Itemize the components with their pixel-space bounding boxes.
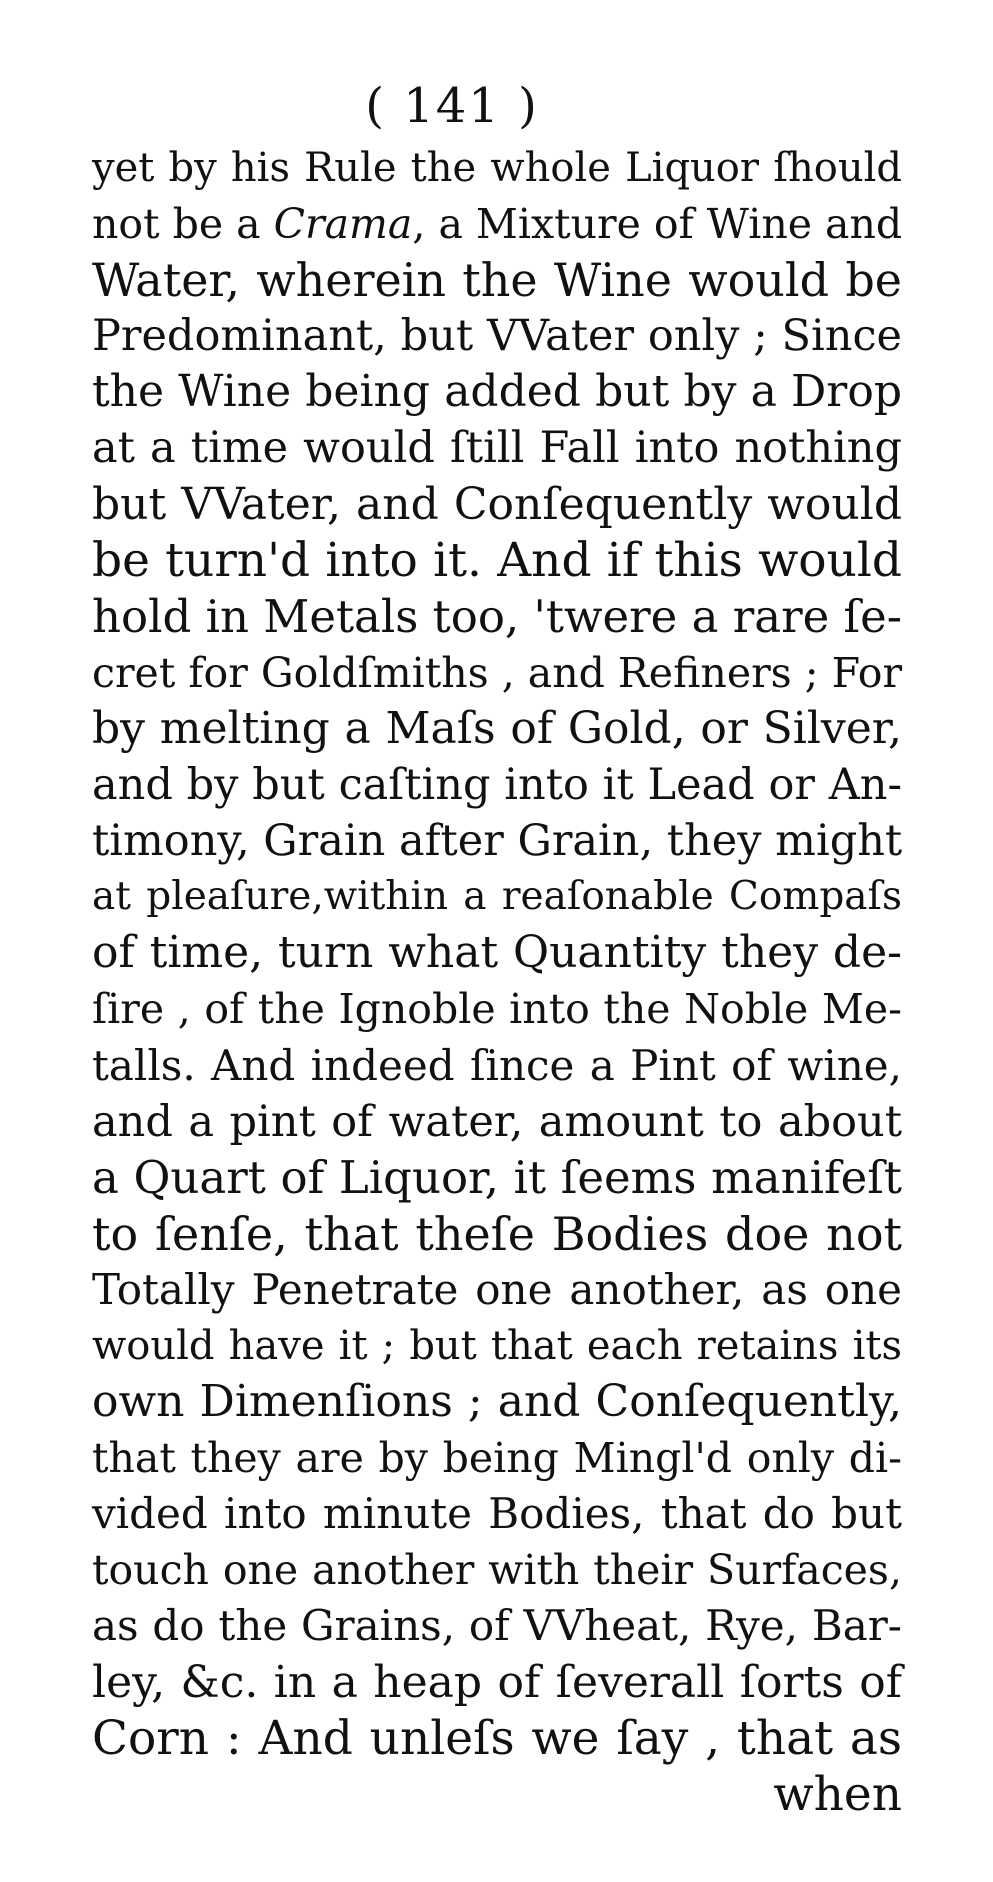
text-line: ſire , of the Ignoble into the Noble Me-	[92, 985, 902, 1034]
text-line: that they are by being Mingl'd only di-	[92, 1434, 902, 1483]
text-line: and by but caſting into it Lead or An-	[92, 760, 902, 811]
text-line: and a pint of water, amount to about	[92, 1096, 902, 1147]
text-line: talls. And indeed ſince a Pint of wine,	[92, 1040, 902, 1090]
text-line: Predominant, but VVater only ; Since	[92, 311, 902, 362]
text-line: as do the Grains, of VVheat, Rye, Bar-	[92, 1601, 902, 1651]
text-line: the Wine being added but by a Drop	[92, 366, 902, 418]
text-line: a Quart of Liquor, it ſeems manifeſt	[92, 1150, 902, 1204]
text-line: at pleaſure,within a reaſonable Compaſs	[92, 874, 902, 920]
text-line: Totally Penetrate one another, as one	[92, 1264, 902, 1314]
text-line: Water, wherein the Wine would be	[92, 253, 902, 308]
page-number: ( 141 )	[365, 78, 539, 134]
text-line: yet by his Rule the whole Liquor ſhould	[92, 145, 902, 191]
text-line: own Dimenſions ; and Conſequently,	[92, 1376, 902, 1428]
text-line: timony, Grain after Grain, they might	[92, 816, 903, 867]
text-line: would have it ; but that each retains its	[92, 1322, 902, 1369]
text-line: Corn : And unleſs we ſay , that as	[92, 1710, 902, 1766]
text-line: touch one another with their Surfaces,	[92, 1546, 902, 1595]
text-line: hold in Metals too, 'twere a rare ſe-	[92, 589, 902, 643]
text-line: to ſenſe, that theſe Bodies doe not	[92, 1206, 902, 1261]
page-body-text	[92, 140, 902, 1823]
catchword: when	[773, 1766, 902, 1822]
text-line: by melting a Maſs of Gold, or Silver,	[92, 702, 902, 754]
text-line: but VVater, and Conſequently would	[92, 478, 902, 530]
text-line: cret for Goldſmiths , and Refiners ; For	[92, 648, 903, 697]
text-line: ley, &c. in a heap of ſeverall ſorts of	[92, 1656, 902, 1708]
text-line: at a time would ſtill Fall into nothing	[92, 423, 902, 474]
text-line: vided into minute Bodies, that do but	[92, 1489, 902, 1539]
text-line: not be a Crama, a Mixture of Wine and	[92, 200, 903, 249]
text-line: of time, turn what Quantity they de-	[92, 927, 902, 979]
text-line: be turn'd into it. And if this would	[92, 532, 902, 588]
